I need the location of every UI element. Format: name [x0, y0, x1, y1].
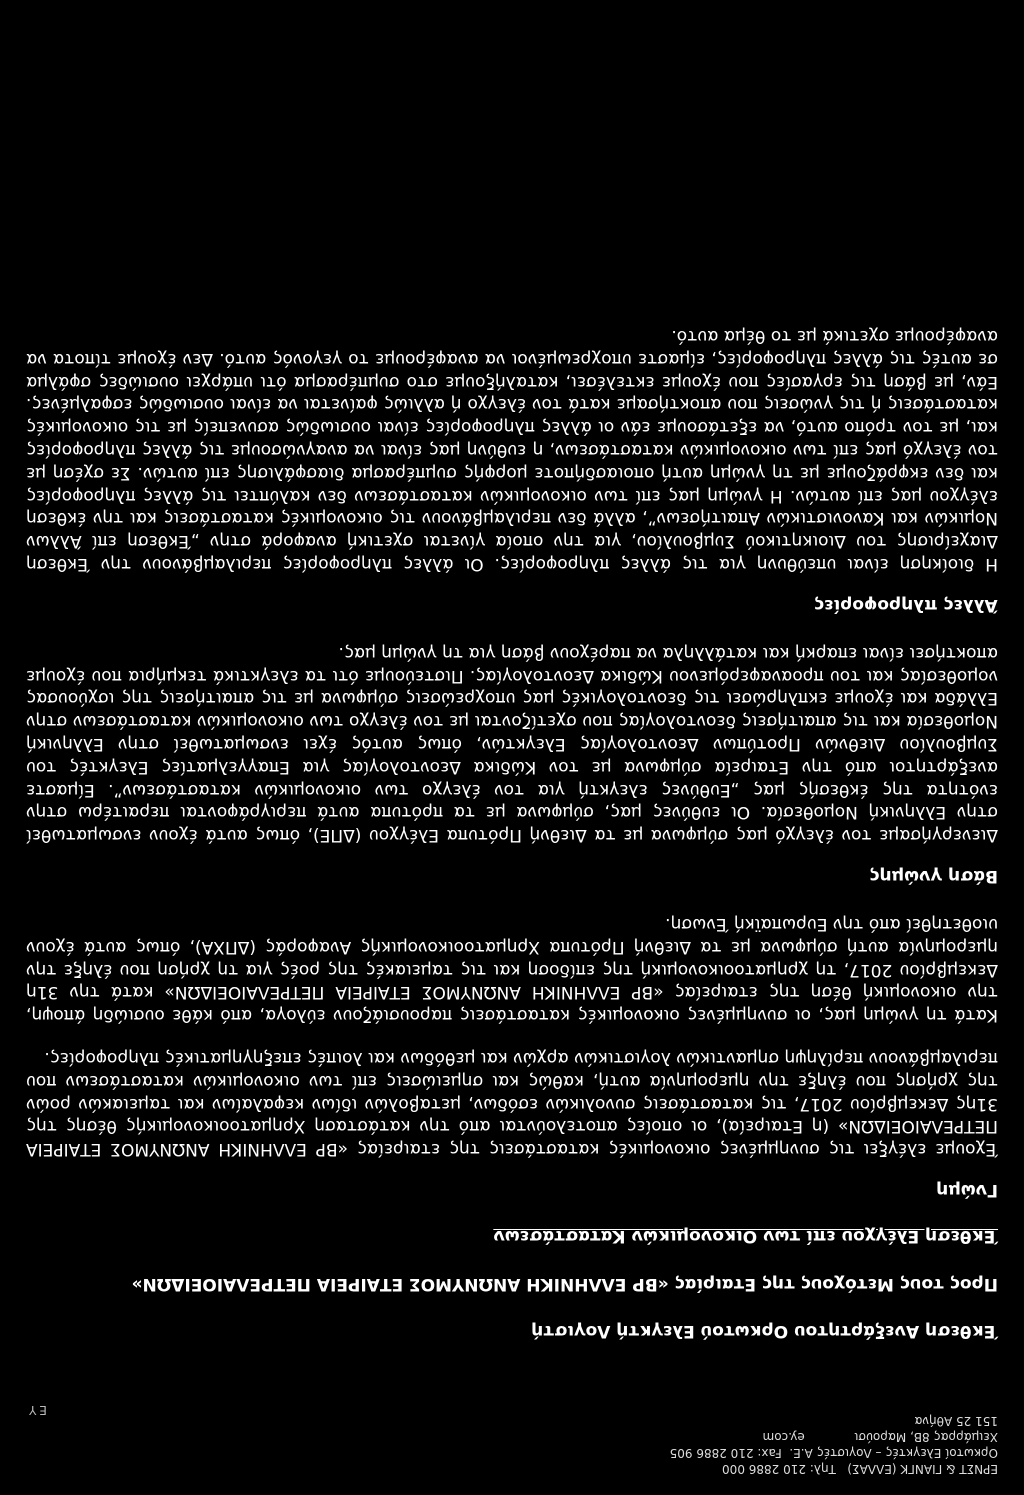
basis-paragraph: Διενεργήσαμε τον έλεγχό μας σύμφωνα με τα Διεθνή Πρότυπα Ελέγχου (ΔΠΕ), όπως αυτά έχουν ενσωματωθεί στην Ελληνική Νομοθεσία. Οι ευθύνες μας, σύμφωνα με τα πρότυπα αυτά περιγράφονται περαιτέρω στην ενότητα της έκθεσής μας „Ευθύνες ελεγκτή για τον έλεγχο των οικονομικών καταστάσεων”. Είμαστε ανεξάρτητοι από την Εταιρεία σύμφωνα με τον Κώδικα Δεοντολογίας για Επαγγελματίες Ελεγκτές του Συμβουλίου Διεθνών Προτύπων Δεοντολογίας Ελεγκτών, όπως αυτός έχει ενσωματωθεί στην Ελληνική Νομοθεσία και τις απαιτήσεις δεοντολογίας που σχετίζονται με τον έλεγχο των οικονομικών καταστάσεων στην Ελλάδα και έχουμε εκπληρώσει τις δεοντολογικές μας υποχρεώσεις σύμφωνα με τις απαιτήσεις της ισχύουσας νομοθεσίας και του προαναφερόμενου Κώδικα Δεοντολογίας. Πιστεύουμε ότι τα ελεγκτικά τεκμήρια που έχουμε αποκτήσει είναι επαρκή και κατάλληλα να παρέχουν βάση για τη γνώμη μας.	[26, 642, 998, 846]
section-heading: Έκθεση Ελέγχου επί των Οικονομικών Καταστάσεων	[493, 1226, 998, 1247]
addressee: Προς τους Μετόχους της Εταιρίας «BP ΕΛΛΗΝΙΚΗ ΑΝΩΝΥΜΟΣ ΕΤΑΙΡΕΙΑ ΠΕΤΡΕΛΑΙΟΕΙΔΩΝ»	[131, 1274, 998, 1294]
firm-address: Χειμάρρας 8Β, Μαρούσι	[854, 1430, 998, 1444]
firm-contact-block	[670, 1413, 998, 1477]
firm-postal: 151 25 Αθήνα	[914, 1414, 998, 1428]
opinion-paragraph-2: Κατά τη γνώμη μας, οι συνημμένες οικονομικές καταστάσεις παρουσιάζουν εύλογα, από κάθε ουσιώδη άποψη, την οικονομική θέση της εταιρείας «BP ΕΛΛΗΝΙΚΗ ΑΝΩΝΥΜΟΣ ΕΤΑΙΡΕΙΑ ΠΕΤΡΕΛΑΙΟΕΙΔΩΝ» κατά την 31η Δεκεμβρίου 2017, τη χρηματοοικονομική της επίδοση και τις ταμειακές της ροές για τη χρήση που έληξε την ημερομηνία αυτή σύμφωνα με τα Διεθνή Πρότυπα Χρηματοοικονομικής Αναφοράς (ΔΠΧΑ), όπως αυτά έχουν υιοθετηθεί από την Ευρωπαϊκή Ένωση.	[26, 914, 998, 1026]
other-info-heading: Άλλες πληροφορίες	[814, 595, 998, 616]
ey-logo: EY	[26, 1403, 47, 1417]
report-title: Έκθεση Ανεξάρτητου Ορκωτού Ελεγκτή Λογιστή	[531, 1321, 998, 1341]
other-info-paragraph: Η διοίκηση είναι υπεύθυνη για τις άλλες πληροφορίες. Οι άλλες πληροφορίες περιλαμβάνουν την Έκθεση Διαχείρισης του Διοικητικού Συμβουλίου, για την οποία γίνεται σχετική αναφορά στην „Έκθεση επί Άλλων Νομικών και Κανονιστικών Απαιτήσεων”, αλλά δεν περιλαμβάνουν τις οικονομικές καταστάσεις και την έκθεση ελέγχου μας επί αυτών. Η γνώμη μας επί των οικονομικών καταστάσεων δεν καλύπτει τις άλλες πληροφορίες και δεν εκφράζουμε με τη γνώμη αυτή οποιασδήποτε μορφής συμπέρασμα διασφάλισης επί αυτών. Σε σχέση με τον έλεγχό μας επί των οικονομικών καταστάσεων, η ευθύνη μας είναι να αναγνώσουμε τις άλλες πληροφορίες και, με τον τρόπο αυτό, να εξετάσουμε εάν οι άλλες πληροφορίες είναι ουσιωδώς ασυνεπείς με τις οικονομικές καταστάσεις ή τις γνώσεις που αποκτήσαμε κατά τον έλεγχο ή αλλιώς φαίνεται να είναι ουσιωδώς εσφαλμένες. Εάν, με βάση τις εργασίες που έχουμε εκτελέσει, καταλήξουμε στο συμπέρασμα ότι υπάρχει ουσιώδες σφάλμα σε αυτές τις άλλες πληροφορίες, είμαστε υποχρεωμένοι να αναφέρουμε το γεγονός αυτό. Δεν έχουμε τίποτα να αναφέρουμε σχετικά με το θέμα αυτό.	[26, 326, 998, 575]
firm-name: ΕΡΝΣΤ & ΓΙΑΝΓΚ (ΕΛΛΑΣ)	[847, 1462, 998, 1476]
firm-subtitle: Ορκωτοί Ελεγκτές – Λογιστές Α.Ε.	[789, 1446, 998, 1460]
opinion-heading: Γνώμη	[936, 1180, 998, 1201]
basis-heading: Βάση γνώμης	[869, 866, 998, 887]
firm-website: ey.com	[762, 1430, 805, 1444]
letterhead	[26, 1373, 998, 1477]
opinion-paragraph-1: Έχουμε ελέγξει τις συνημμένες οικονομικές καταστάσεις της εταιρείας «BP ΕΛΛΗΝΙΚΗ ΑΝΩΝΥΜΟΣ ΕΤΑΙΡΕΙΑ ΠΕΤΡΕΛΑΙΟΕΙΔΩΝ» (η Εταιρεία), οι οποίες αποτελούνται από την κατάσταση Χρηματοοικονομικής θέσης της 31ης Δεκεμβρίου 2017, τις καταστάσεις συνολικών εσόδων, μεταβολών ιδίων κεφαλαίων και ταμειακών ροών της χρήσης που έληξε την ημερομηνία αυτή, καθώς και σημειώσεις επί των οικονομικών καταστάσεων που περιλαμβάνουν περίληψη σημαντικών λογιστικών αρχών και μεθόδων και λοιπές επεξηγηματικές πληροφορίες.	[26, 1048, 998, 1160]
firm-fax: Fax: 210 2886 905	[669, 1446, 782, 1460]
firm-phone: Τηλ: 210 2886 000	[722, 1462, 836, 1476]
